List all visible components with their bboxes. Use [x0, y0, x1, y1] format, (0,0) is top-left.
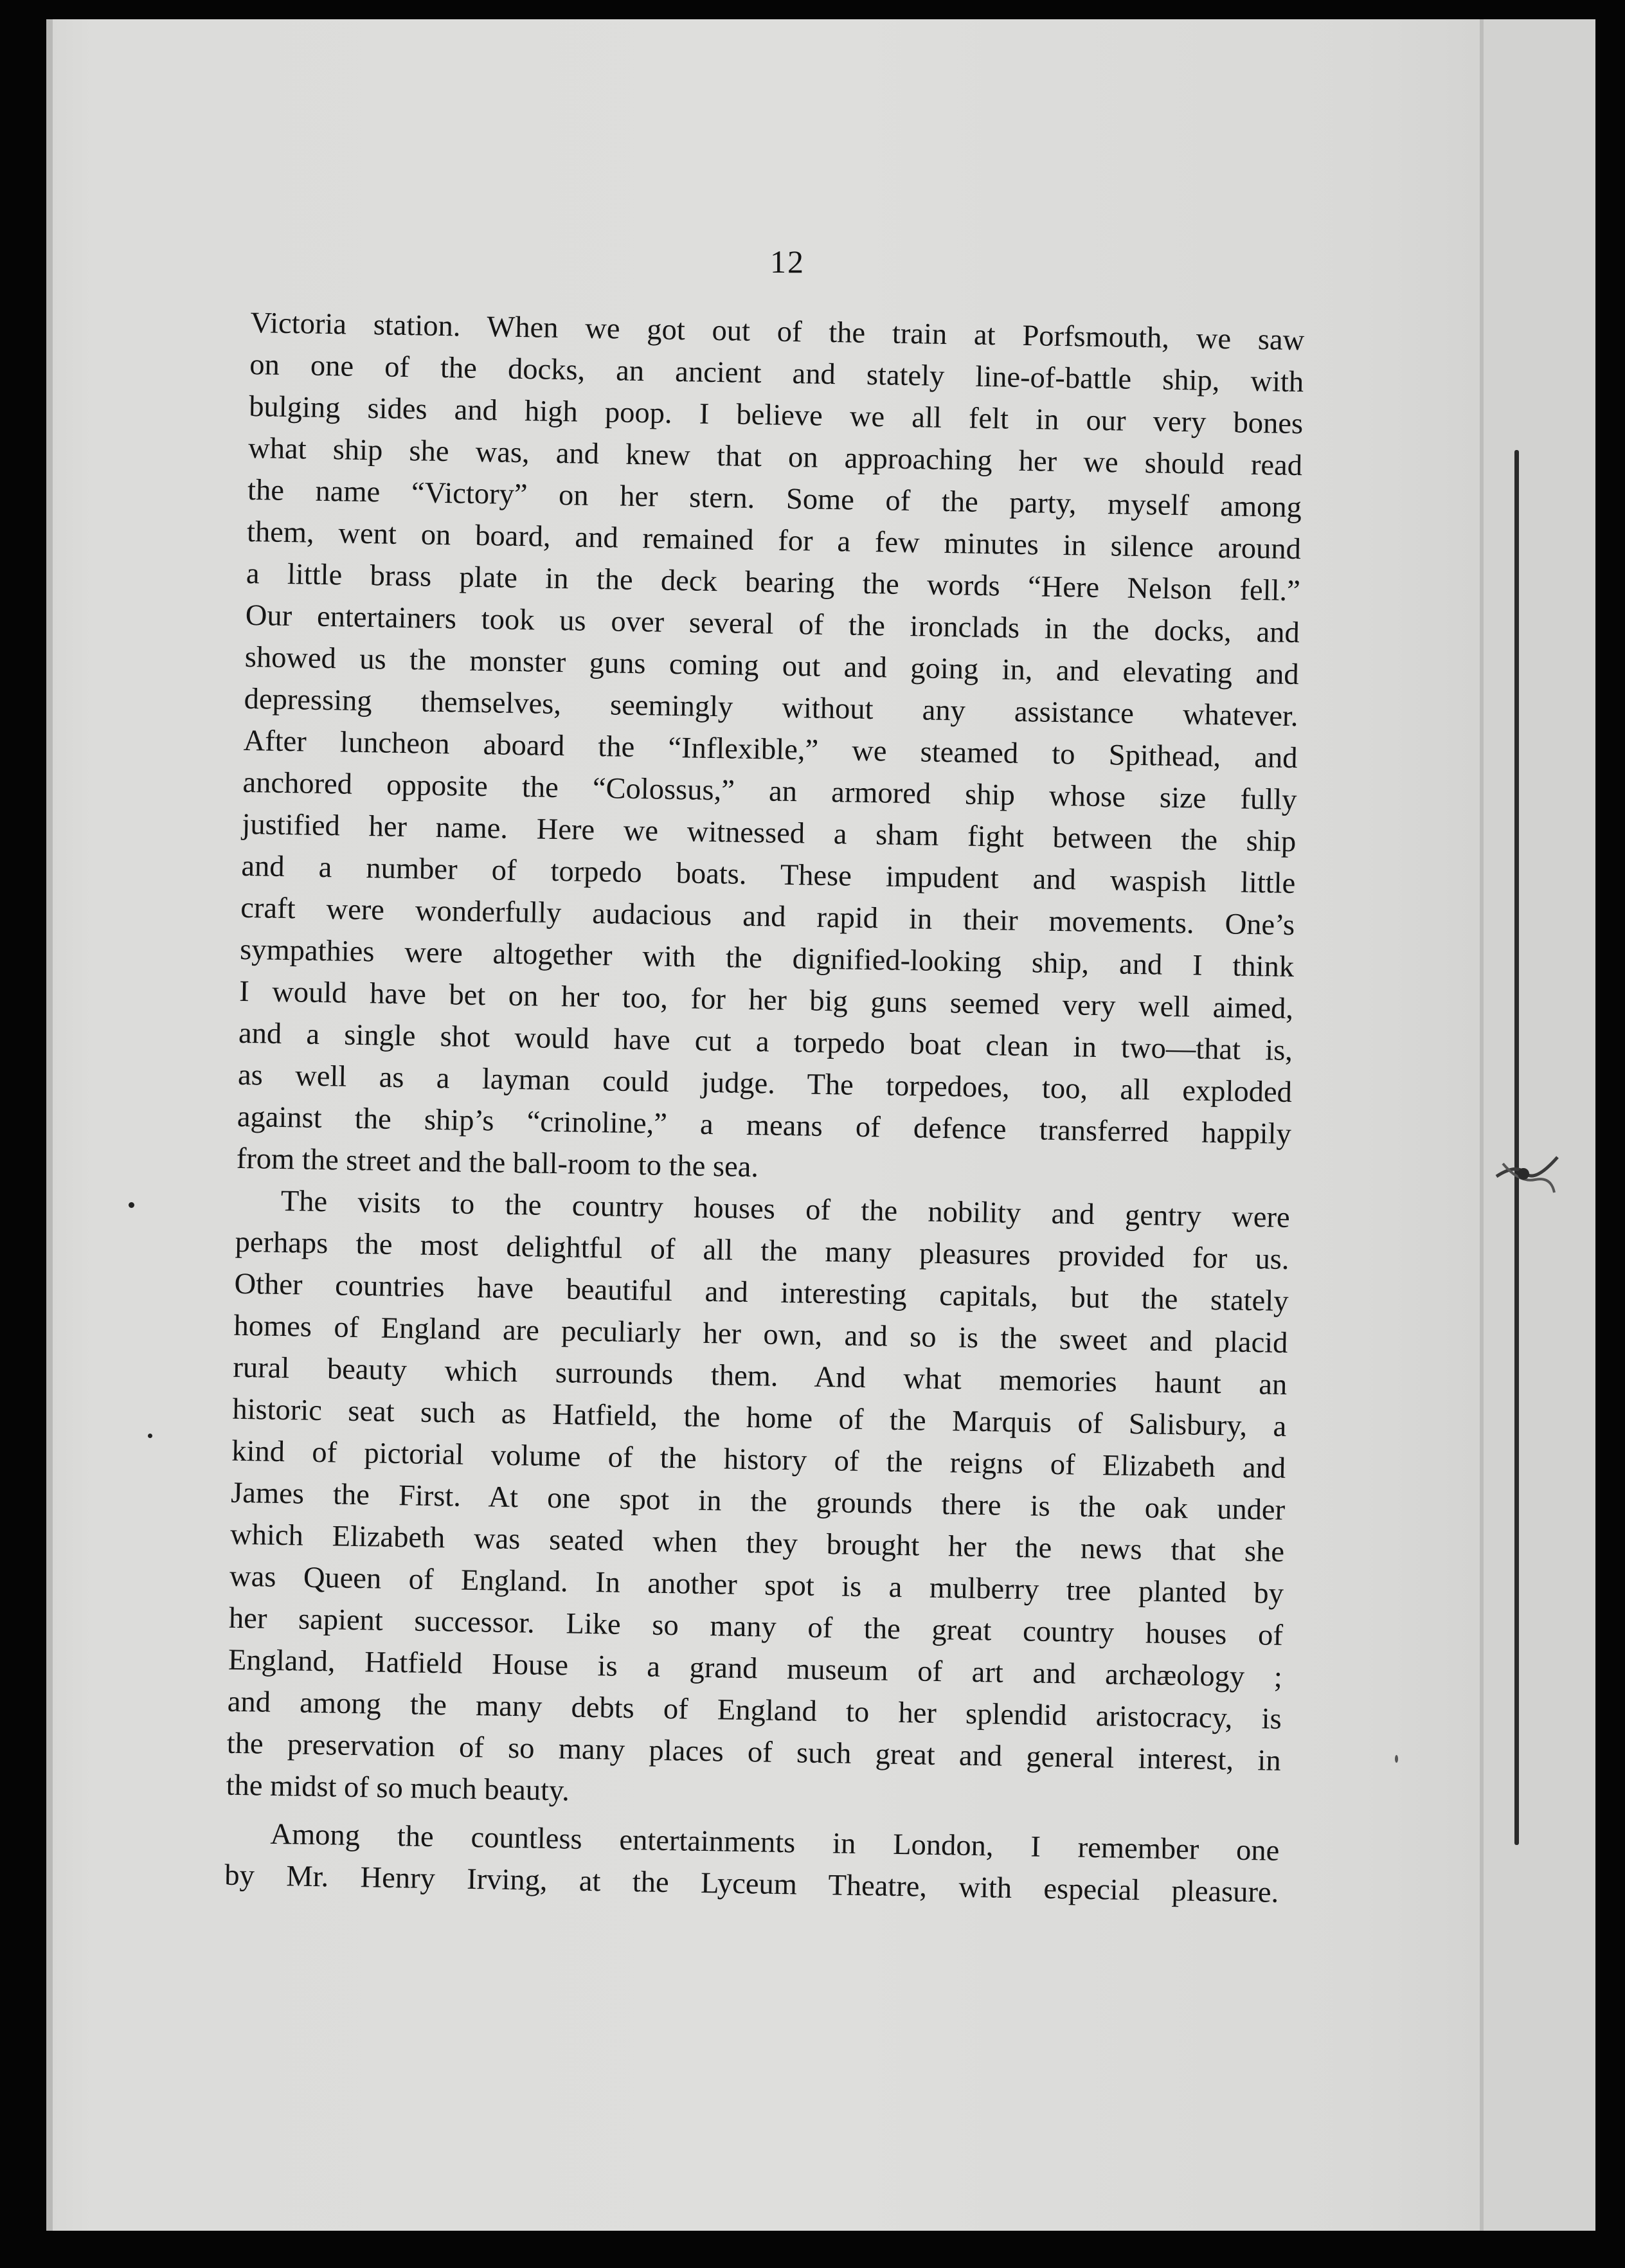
text-line: kind of pictorial volume of the history of the reigns of Elizabeth and: [231, 1434, 1286, 1485]
text-line: what ship she was, and knew that on approaching her we should read: [247, 431, 1303, 483]
text-line: her sapient successor. Like so many of the great country houses of: [228, 1601, 1284, 1652]
text-line: by Mr. Henry Irving, at the Lyceum Theatre, with especial pleasure.: [224, 1859, 1279, 1909]
text-line: The visits to the country houses of the nobility and gentry were: [280, 1184, 1291, 1234]
text-line: homes of England are peculiarly her own, and so is the sweet and placid: [233, 1309, 1288, 1360]
text-line: Among the countless entertainments in London, I remember one: [270, 1817, 1280, 1868]
text-line: them, went on board, and remained for a few minutes in silence around: [246, 515, 1302, 566]
body-text: [224, 302, 1305, 1914]
text-line: historic seat such as Hatfield, the home of the Marquis of Salisbury, a: [232, 1392, 1287, 1443]
text-line: and among the many debts of England to her splendid aristocracy, is: [227, 1685, 1282, 1736]
text-line: and a number of torpedo boats. These impudent and waspish little: [241, 849, 1296, 901]
print-speck: [129, 1202, 134, 1208]
text-line: Our entertainers took us over several of the ironclads in the docks, and: [245, 598, 1300, 650]
print-speck: [1395, 1755, 1398, 1763]
binding-strip: [1484, 19, 1595, 2231]
text-line: from the street and the ball-room to the sea.: [236, 1142, 759, 1184]
text-line: against the ship’s “crinoline,” a means of defence transferred happily: [237, 1100, 1292, 1151]
text-line: the midst of so much beauty.: [226, 1769, 570, 1808]
text-line: rural beauty which surrounds them. And what memories haunt an: [233, 1351, 1288, 1401]
text-line: the preservation of so many places of such great and general interest, in: [226, 1727, 1282, 1778]
text-line: Victoria station. When we got out of the train at Porfsmouth, we saw: [250, 306, 1305, 357]
text-line: and a single shot would have cut a torpedo boat clean in two—that is,: [238, 1016, 1293, 1068]
text-line: was Queen of England. In another spot is a mulberry tree planted by: [229, 1560, 1284, 1610]
text-line: I would have bet on her too, for her big guns seemed very well aimed,: [238, 975, 1294, 1026]
text-line: justified her name. Here we witnessed a sham fight between the ship: [242, 807, 1297, 859]
page-number: 12: [770, 244, 805, 280]
text-line: James the First. At one spot in the grounds there is the oak under: [230, 1476, 1286, 1527]
text-line: on one of the docks, an ancient and stately line-of-battle ship, with: [249, 348, 1304, 399]
page-left-edge: [46, 19, 53, 2231]
text-line: sympathies were altogether with the dignified-looking ship, and I think: [239, 933, 1295, 984]
text-line: the name “Victory” on her stern. Some of the party, myself among: [247, 473, 1302, 525]
text-line: as well as a layman could judge. The torpedoes, too, all exploded: [237, 1058, 1293, 1110]
paragraph: [236, 302, 1304, 1197]
text-line: England, Hatfield House is a grand museum of art and archæology ;: [228, 1643, 1283, 1694]
text-line: anchored opposite the “Colossus,” an armored ship whose size fully: [242, 766, 1297, 817]
text-line: perhaps the most delightful of all the many pleasures provided for us.: [235, 1225, 1289, 1276]
text-line: craft were wonderfully audacious and rapid in their movements. One’s: [240, 891, 1295, 942]
text-line: Other countries have beautiful and interesting capitals, but the stately: [234, 1267, 1289, 1318]
text-line: showed us the monster guns coming out and going in, and elevating and: [244, 640, 1300, 692]
text-line: which Elizabeth was seated when they brought her the news that she: [229, 1518, 1285, 1569]
binding-knot-icon: [1490, 1138, 1561, 1202]
paragraph: [226, 1180, 1290, 1824]
text-line: bulging sides and high poop. I believe we all felt in our very bones: [248, 390, 1304, 441]
text-line: After luncheon aboard the “Inflexible,” we steamed to Spithead, and: [243, 724, 1298, 775]
print-speck: [148, 1434, 152, 1438]
paragraph: [224, 1813, 1280, 1914]
text-line: a little brass plate in the deck bearing the words “Here Nelson fell.”: [246, 557, 1301, 608]
text-line: depressing themselves, seemingly without any assistance whatever.: [244, 682, 1298, 734]
